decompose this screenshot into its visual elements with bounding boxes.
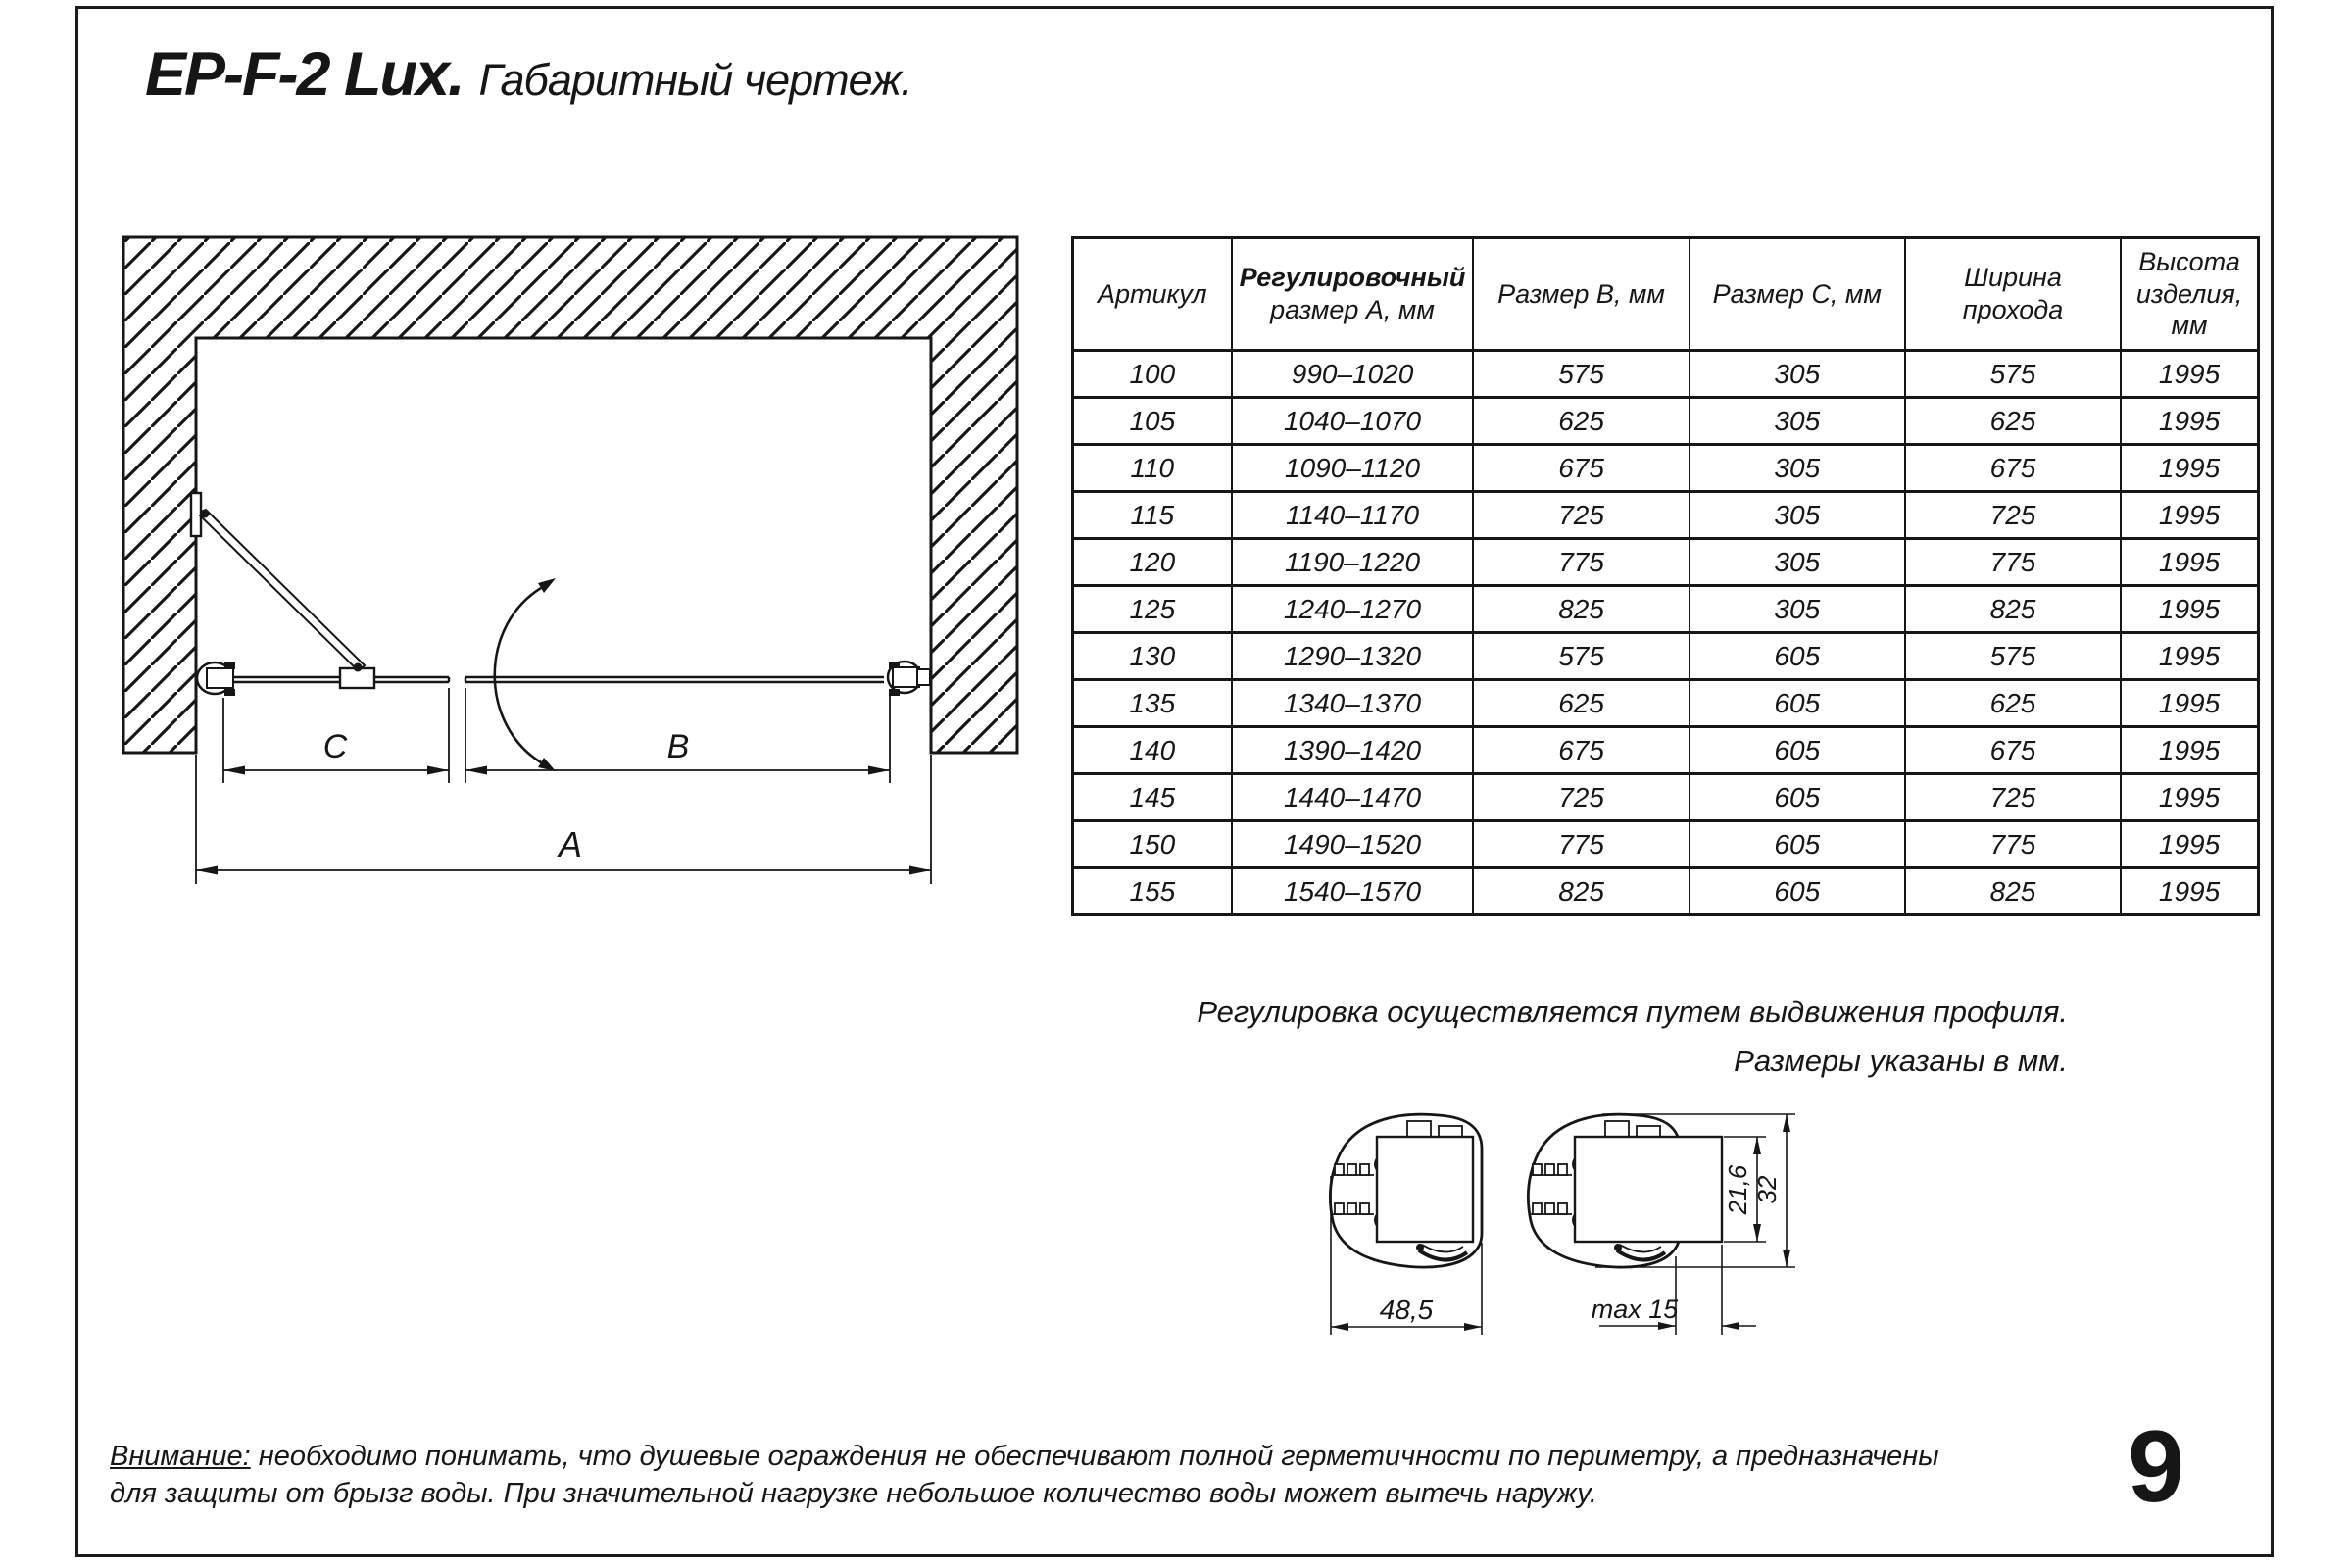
table-cell: 675 — [1905, 727, 2121, 774]
table-cell: 305 — [1690, 492, 1905, 539]
table-body — [1073, 351, 2259, 915]
table-row — [1073, 445, 2259, 492]
table-cell: 1995 — [2121, 727, 2258, 774]
table-cell: 115 — [1073, 492, 1232, 539]
table-cell: 675 — [1473, 727, 1689, 774]
dimension-inner-height-label: 21,6 — [1723, 1164, 1752, 1215]
column-header: Размер С, мм — [1690, 238, 1905, 351]
table-cell: 130 — [1073, 633, 1232, 680]
table-cell: 305 — [1690, 586, 1905, 633]
table-cell: 135 — [1073, 680, 1232, 727]
table-cell: 1490–1520 — [1232, 821, 1474, 868]
table-row — [1073, 633, 2259, 680]
dimensions-table — [1071, 236, 2260, 916]
table-cell: 1140–1170 — [1232, 492, 1474, 539]
table-cell: 575 — [1473, 351, 1689, 398]
table-cell: 990–1020 — [1232, 351, 1474, 398]
column-header: Регулировочный размер А, мм — [1232, 238, 1474, 351]
table-cell: 775 — [1905, 821, 2121, 868]
adjustment-notes — [1127, 988, 2068, 1086]
table-cell: 605 — [1690, 774, 1905, 821]
table-cell: 145 — [1073, 774, 1232, 821]
wall-profile-left — [197, 662, 235, 696]
table-cell: 1540–1570 — [1232, 868, 1474, 915]
table-cell: 125 — [1073, 586, 1232, 633]
wall-section-hatched — [123, 237, 1017, 753]
table-cell: 725 — [1473, 492, 1689, 539]
table-cell: 605 — [1690, 633, 1905, 680]
table-cell: 305 — [1690, 398, 1905, 445]
note-line: Регулировка осуществляется путем выдвижения профиля. — [1197, 995, 2068, 1029]
table-cell: 1290–1320 — [1232, 633, 1474, 680]
page-title — [145, 39, 912, 110]
table-cell: 1995 — [2121, 492, 2258, 539]
door-swing-arrow — [495, 578, 556, 771]
table-cell: 825 — [1473, 868, 1689, 915]
table-row — [1073, 539, 2259, 586]
table-row — [1073, 351, 2259, 398]
table-cell: 1995 — [2121, 398, 2258, 445]
table-cell: 825 — [1473, 586, 1689, 633]
warning-text-1: необходимо понимать, что душевые ограждения не обеспечивают полной герметичности по периметру, а предназначены — [250, 1441, 1939, 1472]
table-row — [1073, 868, 2259, 915]
table-cell: 1995 — [2121, 774, 2258, 821]
table-cell: 1995 — [2121, 821, 2258, 868]
table-cell: 625 — [1473, 398, 1689, 445]
table-cell: 100 — [1073, 351, 1232, 398]
warning-line-1 — [110, 1438, 2080, 1475]
table-cell: 725 — [1473, 774, 1689, 821]
table-cell: 605 — [1690, 680, 1905, 727]
table-cell: 110 — [1073, 445, 1232, 492]
table-row — [1073, 492, 2259, 539]
glass-panel-right — [466, 677, 884, 682]
table-cell: 1995 — [2121, 351, 2258, 398]
table-cell: 105 — [1073, 398, 1232, 445]
dimension-a-label: A — [558, 824, 583, 864]
dimensional-drawing — [98, 216, 1049, 902]
column-header: Ширина прохода — [1905, 238, 2121, 351]
dimension-max-label: max 15 — [1591, 1295, 1679, 1324]
table-cell: 1090–1120 — [1232, 445, 1474, 492]
table-cell: 825 — [1905, 868, 2121, 915]
table-row — [1073, 398, 2259, 445]
folding-door-panel — [191, 493, 374, 688]
column-header: Размер В, мм — [1473, 238, 1689, 351]
table-cell: 725 — [1905, 492, 2121, 539]
table-row — [1073, 774, 2259, 821]
table-cell: 605 — [1690, 727, 1905, 774]
table-cell: 605 — [1690, 868, 1905, 915]
table-cell: 1340–1370 — [1232, 680, 1474, 727]
model-name: EP-F-2 Lux. — [145, 40, 464, 109]
table-cell: 775 — [1473, 821, 1689, 868]
table-row — [1073, 586, 2259, 633]
table-cell: 140 — [1073, 727, 1232, 774]
dimension-c-label: C — [322, 728, 348, 765]
page-number: 9 — [2128, 1410, 2184, 1524]
table-row — [1073, 727, 2259, 774]
table-cell: 575 — [1905, 351, 2121, 398]
table-cell: 575 — [1473, 633, 1689, 680]
wall-profile-right — [888, 662, 930, 696]
table-cell: 1995 — [2121, 868, 2258, 915]
table-cell: 1995 — [2121, 445, 2258, 492]
table-cell: 1995 — [2121, 680, 2258, 727]
table-cell: 305 — [1690, 445, 1905, 492]
warning-line-2: для защиты от брызг воды. При значительной нагрузке небольшое количество воды может вытечь наружу. — [110, 1478, 1597, 1509]
table-cell: 605 — [1690, 821, 1905, 868]
table-cell: 625 — [1905, 680, 2121, 727]
dimension-width-label: 48,5 — [1379, 1295, 1434, 1325]
note-line: Размеры указаны в мм. — [1734, 1044, 2068, 1078]
profile-section-right — [1528, 1114, 1722, 1267]
table-cell: 1995 — [2121, 586, 2258, 633]
dimension-b-label: B — [666, 728, 690, 765]
table-cell: 1440–1470 — [1232, 774, 1474, 821]
table-cell: 575 — [1905, 633, 2121, 680]
table-cell: 1040–1070 — [1232, 398, 1474, 445]
table-cell: 1190–1220 — [1232, 539, 1474, 586]
dimension-outer-height-label: 32 — [1752, 1175, 1782, 1204]
table-row — [1073, 821, 2259, 868]
profile-section-left — [1330, 1114, 1482, 1267]
title-subtitle: Габаритный чертеж. — [478, 55, 912, 105]
dimension-a — [196, 755, 931, 884]
table-cell: 120 — [1073, 539, 1232, 586]
table-cell: 150 — [1073, 821, 1232, 868]
table-cell: 155 — [1073, 868, 1232, 915]
column-header: Артикул — [1073, 238, 1232, 351]
table-row — [1073, 680, 2259, 727]
table-cell: 1995 — [2121, 539, 2258, 586]
table-header-row — [1073, 238, 2259, 351]
table-cell: 675 — [1473, 445, 1689, 492]
table-cell: 305 — [1690, 351, 1905, 398]
table-cell: 775 — [1905, 539, 2121, 586]
profile-cross-sections — [1303, 1078, 1852, 1362]
table-cell: 625 — [1473, 680, 1689, 727]
table-cell: 1390–1420 — [1232, 727, 1474, 774]
table-cell: 1240–1270 — [1232, 586, 1474, 633]
table-cell: 1995 — [2121, 633, 2258, 680]
warning-label: Внимание: — [110, 1441, 251, 1472]
table-cell: 775 — [1473, 539, 1689, 586]
table-cell: 305 — [1690, 539, 1905, 586]
table-cell: 825 — [1905, 586, 2121, 633]
warning-note — [110, 1438, 2080, 1512]
column-header: Высота изделия, мм — [2121, 238, 2258, 351]
table-cell: 725 — [1905, 774, 2121, 821]
table-cell: 675 — [1905, 445, 2121, 492]
table-cell: 625 — [1905, 398, 2121, 445]
